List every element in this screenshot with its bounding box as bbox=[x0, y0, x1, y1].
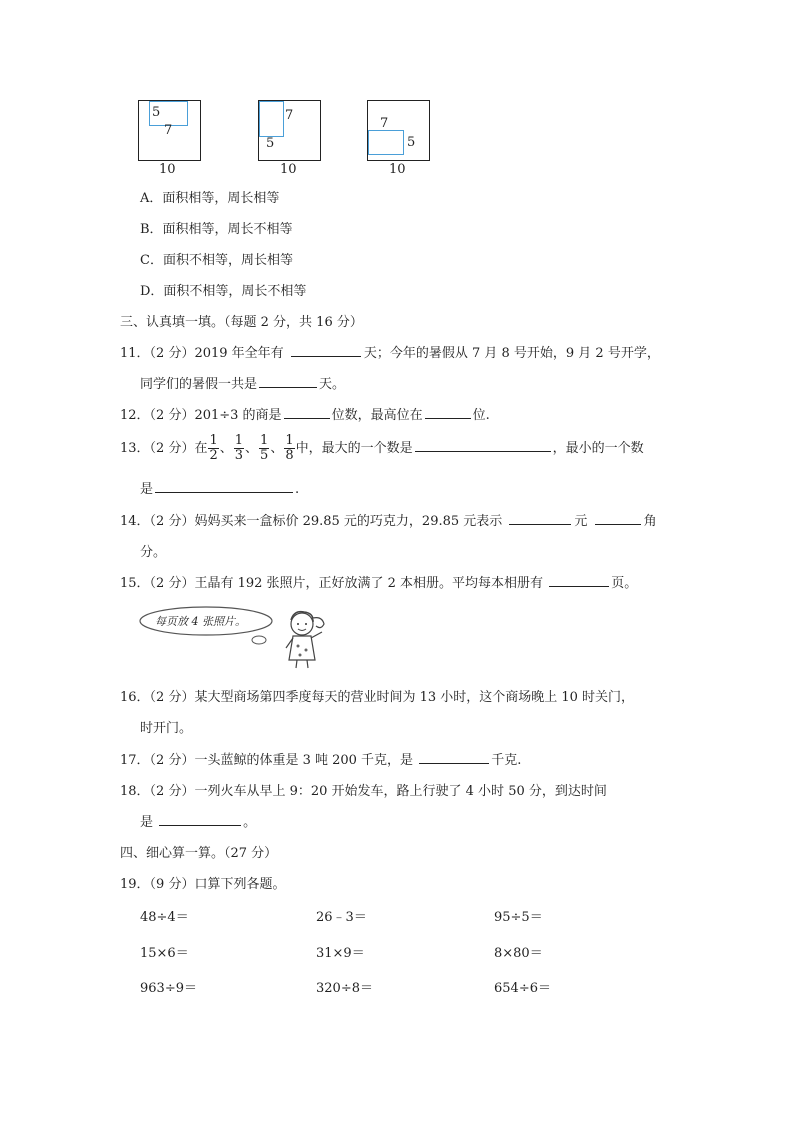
q13-suffix: ，最小的一个数 bbox=[552, 441, 644, 456]
q18-line2-prefix: 是 bbox=[140, 815, 154, 830]
q18-line1: 18．（2 分）一列火车从早上 9：20 开始发车，路上行驶了 4 小时 50 分，到达时间 bbox=[120, 784, 607, 799]
calc-item: 95÷5＝ bbox=[494, 910, 543, 925]
figure-1-label-outer: 10 bbox=[159, 162, 176, 177]
option-a[interactable]: A．面积相等，周长相等 bbox=[140, 191, 280, 206]
q12-suffix: 位. bbox=[472, 408, 490, 423]
question-11 bbox=[120, 342, 660, 361]
q14-line2: 分。 bbox=[140, 545, 167, 560]
q11-mid: 天；今年的暑假从 7 月 8 号开始，9 月 2 号开学， bbox=[363, 346, 660, 361]
figure-2-label-outer: 10 bbox=[280, 162, 297, 177]
option-d[interactable]: D．面积不相等，周长不相等 bbox=[140, 284, 307, 299]
q11-prefix: 11．（2 分）2019 年全年有 bbox=[120, 346, 284, 361]
q15-suffix: 页。 bbox=[611, 576, 638, 591]
girl-illustration bbox=[280, 608, 332, 670]
q16-line1: 16．（2 分）某大型商场第四季度每天的营业时间为 13 小时，这个商场晚上 10 时关门， bbox=[120, 690, 635, 705]
figure-3-label-a: 7 bbox=[380, 116, 389, 131]
option-b[interactable]: B．面积相等，周长不相等 bbox=[140, 222, 293, 237]
q12-blank-1[interactable] bbox=[284, 404, 330, 419]
figure-1-label-a: 5 bbox=[152, 105, 161, 120]
calc-item: 8×80＝ bbox=[494, 946, 543, 961]
q14-jiao: 角 bbox=[643, 514, 657, 529]
q11-line2-prefix: 同学们的暑假一共是 bbox=[140, 377, 258, 392]
q13-line2-suffix: . bbox=[295, 482, 300, 497]
calc-item: 31×9＝ bbox=[316, 946, 365, 961]
fraction-1-2: $\frac{1}{2}$ bbox=[209, 433, 218, 463]
q14-yuan: 元 bbox=[574, 514, 588, 529]
section-3-title: 三、认真填一填。（每题 2 分，共 16 分） bbox=[120, 315, 363, 330]
calc-item: 963÷9＝ bbox=[140, 981, 197, 996]
q15-prefix: 15．（2 分）王晶有 192 张照片，正好放满了 2 本相册。平均每本相册有 bbox=[120, 576, 544, 591]
q19-title: 19．（9 分）口算下列各题。 bbox=[120, 877, 286, 892]
figure-3-label-b: 5 bbox=[407, 135, 416, 150]
calc-item: 320÷8＝ bbox=[316, 981, 373, 996]
figure-1-label-b: 7 bbox=[164, 123, 173, 138]
q14-blank-jiao[interactable] bbox=[595, 510, 641, 525]
q13-sep-1: 、 bbox=[219, 441, 233, 456]
q17-prefix: 17．（2 分）一头蓝鲸的体重是 3 吨 200 千克，是 bbox=[120, 753, 414, 768]
q18-line2-suffix: 。 bbox=[243, 815, 257, 830]
fraction-1-8: $\frac{1}{8}$ bbox=[285, 433, 294, 463]
figure-3-label-outer: 10 bbox=[389, 162, 406, 177]
fraction-1-5: $\frac{1}{5}$ bbox=[260, 433, 269, 463]
question-17 bbox=[120, 749, 521, 768]
q13-blank-2[interactable] bbox=[155, 478, 293, 493]
option-c[interactable]: C．面积不相等，周长相等 bbox=[140, 253, 293, 268]
girl-head bbox=[291, 613, 313, 635]
figure-2-label-a: 7 bbox=[285, 108, 294, 123]
question-13 bbox=[120, 434, 644, 463]
q11-blank-1[interactable] bbox=[291, 342, 361, 357]
q17-blank[interactable] bbox=[419, 749, 489, 764]
q16-line2: 时开门。 bbox=[140, 721, 193, 736]
question-13-line2 bbox=[140, 478, 299, 497]
calc-item: 48÷4＝ bbox=[140, 910, 189, 925]
question-18-line2 bbox=[140, 811, 256, 830]
calc-item: 15×6＝ bbox=[140, 946, 189, 961]
girl-ponytail bbox=[313, 618, 324, 628]
q12-blank-2[interactable] bbox=[425, 404, 471, 419]
girl-dress bbox=[289, 636, 315, 660]
q13-prefix: 13．（2 分）在 bbox=[120, 441, 208, 456]
question-12 bbox=[120, 404, 490, 423]
q11-line2-suffix: 天。 bbox=[319, 377, 346, 392]
question-14 bbox=[120, 510, 657, 529]
speech-bubble-text: 每页放 4 张照片。 bbox=[155, 615, 246, 628]
inner-rect-3 bbox=[368, 130, 404, 155]
calc-item: 26﹣3＝ bbox=[316, 910, 367, 925]
figure-2-label-b: 5 bbox=[266, 136, 275, 151]
inner-rect-2 bbox=[259, 101, 284, 137]
q18-blank[interactable] bbox=[159, 811, 241, 826]
section-4-title: 四、细心算一算。（27 分） bbox=[120, 846, 278, 861]
fraction-1-3: $\frac{1}{3}$ bbox=[234, 433, 244, 463]
q12-mid: 位数，最高位在 bbox=[331, 408, 423, 423]
q13-sep-2: 、 bbox=[245, 441, 259, 456]
q13-line2-prefix: 是 bbox=[140, 482, 154, 497]
q17-suffix: 千克. bbox=[491, 753, 522, 768]
q15-blank[interactable] bbox=[549, 572, 609, 587]
q13-blank-1[interactable] bbox=[415, 437, 551, 452]
question-11-line2 bbox=[140, 373, 345, 392]
calc-item: 654÷6＝ bbox=[494, 981, 551, 996]
q11-blank-2[interactable] bbox=[259, 373, 317, 388]
q13-mid: 中，最大的一个数是 bbox=[295, 441, 413, 456]
question-15 bbox=[120, 572, 637, 591]
q13-sep-3: 、 bbox=[270, 441, 284, 456]
q14-blank-yuan[interactable] bbox=[509, 510, 571, 525]
q12-prefix: 12．（2 分）201÷3 的商是 bbox=[120, 408, 282, 423]
q14-prefix: 14．（2 分）妈妈买来一盒标价 29.85 元的巧克力，29.85 元表示 bbox=[120, 514, 503, 529]
